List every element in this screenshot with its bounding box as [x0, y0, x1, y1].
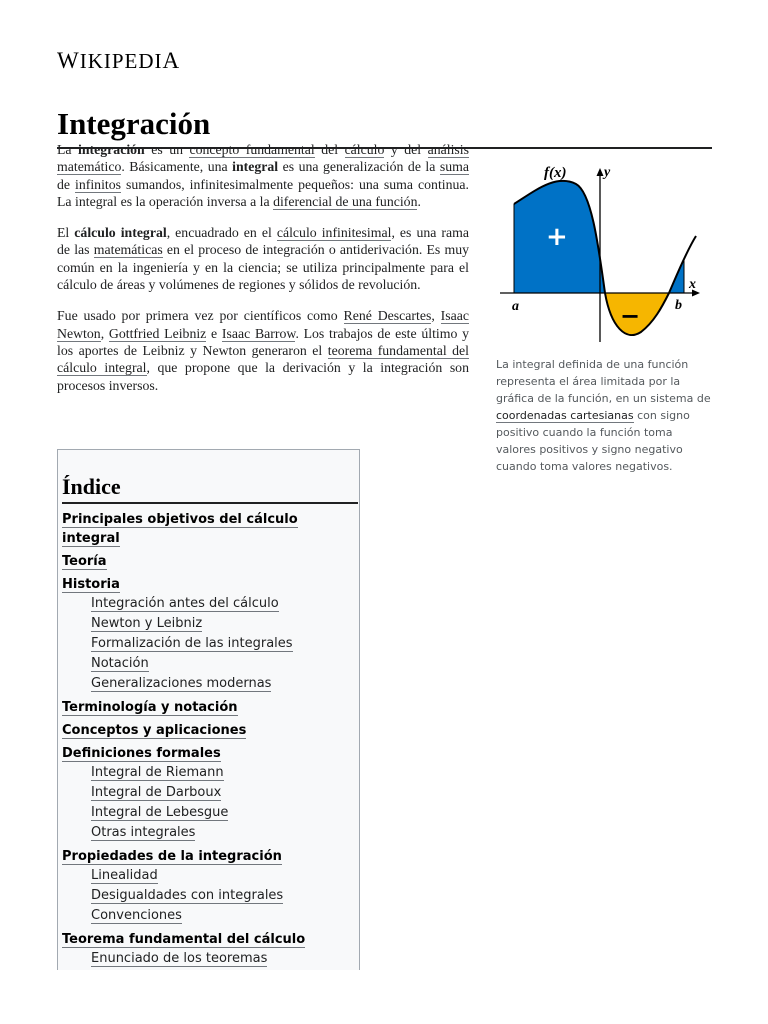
toc-subsection[interactable] — [91, 654, 359, 674]
toc-section-label[interactable]: Principales objetivos del cálculo integral — [62, 512, 298, 546]
toc-section-label[interactable]: Propiedades de la integración — [62, 849, 282, 864]
toc-subsection-list — [62, 594, 359, 694]
toc-section[interactable] — [62, 575, 359, 694]
y-axis-arrow — [597, 168, 604, 176]
toc-section-label[interactable]: Teorema fundamental del cálculo — [62, 932, 306, 947]
toc-section-label[interactable]: Definiciones formales — [62, 746, 221, 761]
toc-section[interactable] — [62, 698, 359, 717]
y-axis-label: y — [604, 165, 611, 180]
toc-section[interactable] — [62, 510, 359, 548]
link-matematicas[interactable]: matemáticas — [93, 242, 163, 258]
link-teorema-fundamental[interactable]: teorema fundamental del cálculo integral — [57, 342, 469, 376]
toc-subsection-label[interactable]: Desigualdades con integrales — [91, 888, 284, 903]
link-calculo-infinitesimal[interactable]: cálculo infinitesimal — [276, 225, 392, 241]
toc-subsection-label[interactable]: Linealidad — [91, 868, 158, 883]
toc-section[interactable] — [62, 721, 359, 740]
toc-subsection-label[interactable]: Notación — [91, 656, 149, 671]
toc-subsection-label[interactable]: Convenciones — [91, 908, 182, 923]
toc-subsection[interactable] — [91, 803, 359, 823]
paragraph-calculo-integral: El cálculo integral, encuadrado en el cálculo infinitesimal, es una rama de las matemáticas en el proceso de integración o antiderivación. Es muy común en la ingeniería y en la ciencia; se utiliza principalmente para el cálculo de áreas y volúmenes de regiones y sólidos de revolución. — [57, 225, 469, 293]
paragraph-historia: Fue usado por primera vez por científicos como René Descartes, Isaac Newton, Gottfried Leibniz e Isaac Barrow. Los trabajos de este último y los aportes de Leibniz y Newton generaron el teorema fundamental del cálculo integral, que propone que la derivación y la integración son procesos inversos. — [57, 308, 469, 393]
toc-subsection-label[interactable]: Generalizaciones modernas — [91, 676, 272, 691]
page-title: Integración — [57, 105, 712, 149]
integral-figure[interactable] — [496, 152, 706, 352]
link-calculo[interactable]: cálculo — [344, 142, 385, 157]
toc-subsection-label[interactable]: Newton y Leibniz — [91, 616, 203, 631]
toc-subsection-label[interactable]: Integral de Darboux — [91, 785, 222, 800]
toc-subsection-label[interactable]: Integral de Riemann — [91, 765, 224, 780]
toc-subsection[interactable] — [91, 949, 359, 969]
link-coordenadas-cartesianas[interactable]: coordenadas cartesianas — [496, 409, 634, 422]
toc-subsection-list — [62, 763, 359, 843]
toc-section[interactable] — [62, 744, 359, 843]
toc-subsection[interactable] — [91, 906, 359, 926]
toc-subsection-label[interactable]: Otras integrales — [91, 825, 196, 840]
table-of-contents — [57, 449, 360, 970]
toc-subsection-label[interactable]: Integral de Lebesgue — [91, 805, 229, 820]
x-axis-label: x — [689, 277, 696, 292]
toc-subsection[interactable] — [91, 783, 359, 803]
fx-label: f(x) — [544, 165, 567, 181]
toc-section[interactable] — [62, 847, 359, 926]
toc-subsection-label[interactable]: Formalización de las integrales — [91, 636, 293, 651]
link-rene-descartes[interactable]: René Descartes — [343, 308, 432, 324]
wordmark-middle: IKIPEDI — [79, 49, 163, 73]
link-isaac-barrow[interactable]: Isaac Barrow — [221, 325, 296, 341]
minus-sign: − — [620, 302, 641, 330]
toc-subsection-list — [62, 866, 359, 926]
toc-section-label[interactable]: Terminología y notación — [62, 700, 238, 715]
toc-subsection-label[interactable]: Integración antes del cálculo — [91, 596, 279, 611]
link-analisis-matematico[interactable]: análisis matemático — [57, 142, 469, 175]
paragraph-intro: La integración es un concepto fundamental del cálculo y del análisis matemático. Básicamente, una integral es una generalización de la suma de infinitos sumandos, infinitesimalmente pequeños: una suma continua. La integral es la operación inversa a la diferencial de una función. — [57, 142, 469, 209]
toc-subsection-label[interactable]: Enunciado de los teoremas — [91, 951, 268, 966]
toc-section[interactable] — [62, 930, 359, 969]
toc-subsection[interactable] — [91, 634, 359, 654]
figure-caption: La integral definida de una función representa el área limitada por la gráfica de la función, en un sistema de coordenadas cartesianas con signo positivo cuando la función toma valores positivos y signo negativo cuando toma valores negativos. — [496, 358, 711, 473]
wordmark-final: A — [162, 48, 181, 73]
link-suma[interactable]: suma — [439, 159, 469, 175]
integral-diagram — [496, 152, 706, 352]
bound-a-label: a — [512, 299, 519, 314]
toc-section-label[interactable]: Conceptos y aplicaciones — [62, 723, 247, 738]
link-gottfried-leibniz[interactable]: Gottfried Leibniz — [108, 325, 207, 341]
link-infinitos[interactable]: infinitos — [75, 176, 122, 192]
toc-section-label[interactable]: Teoría — [62, 554, 107, 569]
bound-b-label: b — [675, 298, 682, 313]
wordmark-initial: W — [57, 48, 80, 73]
toc-subsection[interactable] — [91, 763, 359, 783]
link-diferencial[interactable]: diferencial de una función — [273, 193, 418, 209]
plus-sign: + — [546, 222, 568, 252]
toc-list — [62, 510, 359, 969]
link-isaac-newton[interactable]: Isaac Newton — [57, 308, 469, 341]
toc-section[interactable] — [62, 552, 359, 571]
toc-subsection[interactable] — [91, 594, 359, 614]
toc-section-label[interactable]: Historia — [62, 577, 120, 592]
toc-title: Índice — [62, 474, 358, 504]
article-body — [57, 141, 469, 408]
toc-subsection[interactable] — [91, 614, 359, 634]
link-concepto-fundamental[interactable]: concepto fundamental — [189, 142, 315, 157]
toc-subsection[interactable] — [91, 823, 359, 843]
toc-subsection[interactable] — [91, 674, 359, 694]
toc-subsection[interactable] — [91, 886, 359, 906]
wikipedia-wordmark[interactable] — [57, 48, 180, 74]
toc-subsection[interactable] — [91, 866, 359, 886]
toc-subsection-list — [62, 949, 359, 969]
